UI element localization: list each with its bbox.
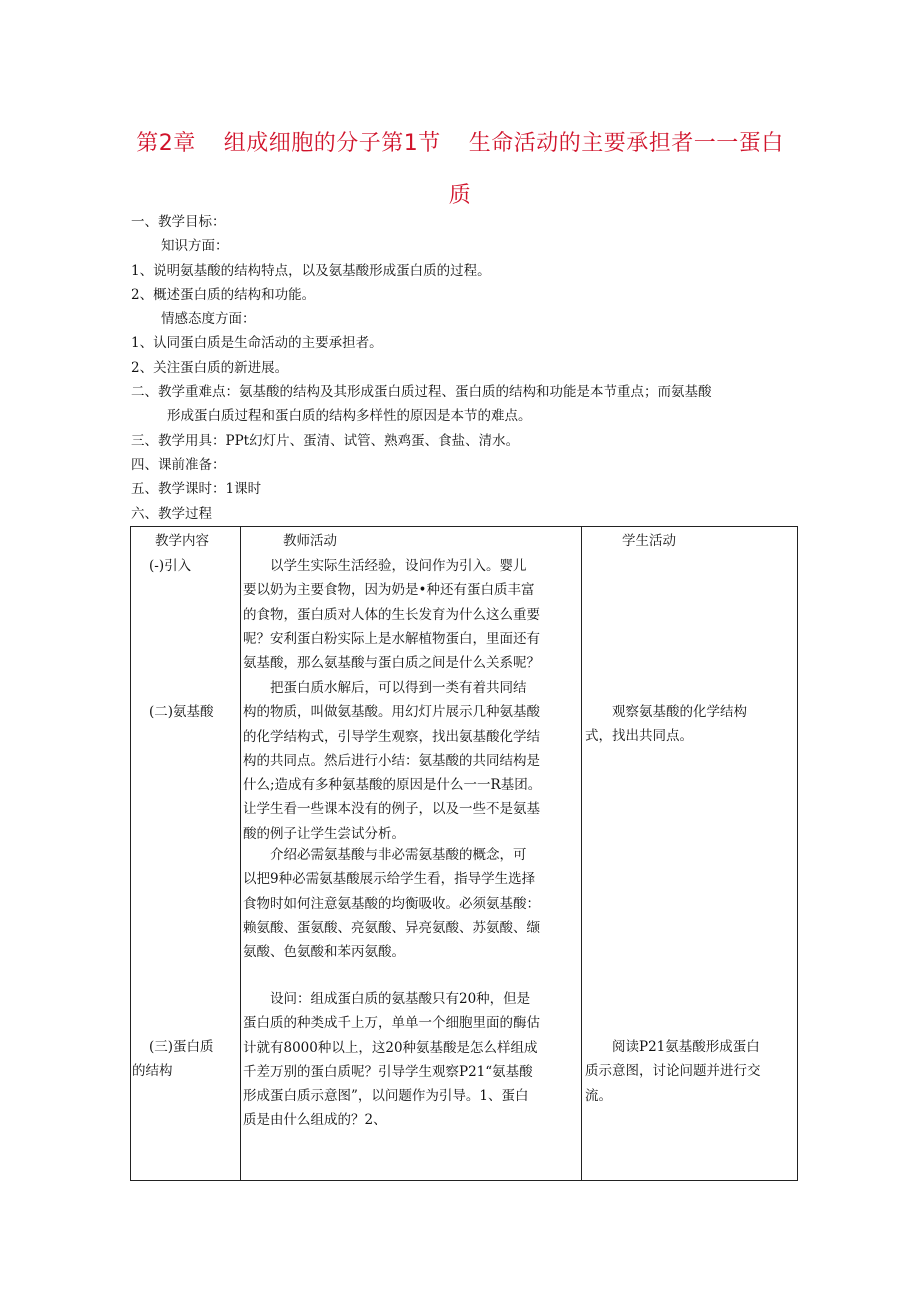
outline-knowledge-1: 1、说明氨基酸的结构特点，以及氨基酸形成蛋白质的过程。: [131, 262, 491, 279]
teacher-line: 什么;造成有多种氨基酸的原因是什么一一R基团。: [243, 777, 542, 794]
student-line: 观察氨基酸的化学结构: [612, 704, 747, 720]
header-teacher: 教师活动: [283, 533, 337, 549]
teacher-line: 的食物，蛋白质对人体的生长发育为什么这么重要: [243, 606, 540, 623]
student-line: 质示意图，讨论问题并进行交: [585, 1063, 761, 1080]
outline-prep: 四、课前准备：: [131, 456, 226, 473]
student-line: 流。: [585, 1087, 612, 1104]
teacher-line: 千差万别的蛋白质呢？引导学生观察P21“氨基酸: [243, 1063, 533, 1080]
teacher-line: 介绍必需氨基酸与非必需氨基酸的概念，可: [270, 847, 527, 863]
teacher-line: 酸的例子让学生尝试分析。: [243, 825, 405, 842]
title-topic: 生命活动的主要承担者一一蛋白: [468, 131, 784, 156]
student-amino-acid: [585, 700, 797, 749]
title-section: 组成细胞的分子第1节: [223, 131, 441, 156]
teacher-line: 质是由什么组成的？2、: [243, 1112, 387, 1129]
title-chapter: 第2章: [136, 131, 196, 156]
teacher-line: 形成蛋白质示意图”，以问题作为引导。1、蛋白: [243, 1088, 529, 1105]
teacher-line: 氨酸、色氨酸和苯丙氨酸。: [243, 944, 405, 961]
outline-attitude-heading: 情感态度方面：: [161, 311, 256, 328]
teacher-line: 把蛋白质水解后，可以得到一类有着共同结: [270, 680, 527, 696]
title-line-2: 质: [448, 183, 472, 208]
document-title: [100, 118, 820, 222]
outline-keypoints: 二、教学重难点：氨基酸的结构及其形成蛋白质过程、蛋白质的结构和功能是本节重点；而氨基酸: [131, 384, 712, 401]
teacher-line: 赖氨酸、蛋氨酸、亮氨酸、异亮氨酸、苏氨酸、缬: [243, 919, 540, 936]
title-line-1: [100, 118, 820, 170]
teacher-line: 氨基酸，那么氨基酸与蛋白质之间是什么关系呢？: [243, 655, 540, 672]
outline-process: 六、教学过程: [131, 505, 212, 522]
teacher-line: 蛋白质的种类成千上万，单单一个细胞里面的酶估: [243, 1015, 540, 1032]
teacher-line: 让学生看一些课本没有的例子，以及一些不是氨基: [243, 801, 540, 818]
outline-hours: 五、教学课时：1课时: [131, 481, 262, 498]
student-line: 阅读P21氨基酸形成蛋白: [612, 1039, 760, 1055]
content-amino-acid: (二)氨基酸: [149, 704, 214, 720]
outline-tools: 三、教学用具：PPt幻灯片、蛋清、试管、熟鸡蛋、食盐、清水。: [131, 432, 520, 449]
teacher-line: 呢？安利蛋白粉实际上是水解植物蛋白，里面还有: [243, 630, 540, 647]
student-column: [582, 527, 798, 1181]
outline-knowledge-2: 2、概述蛋白质的结构和功能。: [131, 286, 316, 303]
header-student: 学生活动: [622, 533, 676, 549]
outline-goals-heading: 一、教学目标：: [131, 214, 226, 230]
outline-attitude-2: 2、关注蛋白质的新进展。: [131, 359, 289, 376]
teacher-column: [241, 527, 582, 1181]
teacher-protein-structure: [243, 987, 581, 1133]
teaching-process-table: [130, 526, 798, 1181]
content-protein: (三)蛋白质: [149, 1039, 214, 1055]
header-content: 教学内容: [155, 533, 209, 549]
outline-attitude-1: 1、认同蛋白质是生命活动的主要承担者。: [131, 335, 383, 352]
teacher-line: 构的物质，叫做氨基酸。用幻灯片展示几种氨基酸: [243, 704, 540, 721]
teacher-intro: [243, 554, 581, 675]
teacher-line: 要以奶为主要食物，因为奶是•种还有蛋白质丰富: [243, 582, 535, 599]
content-protein-cont: 的结构: [132, 1063, 173, 1079]
outline-keypoints-cont: 形成蛋白质过程和蛋白质的结构多样性的原因是本节的难点。: [167, 408, 532, 425]
teacher-line: 计就有8000种以上，这20种氨基酸是怎么样组成: [243, 1039, 538, 1056]
content-column: [131, 527, 241, 1181]
student-line: 式，找出共同点。: [585, 728, 693, 745]
teacher-line: 食物时如何注意氨基酸的均衡吸收。必须氨基酸：: [243, 895, 540, 912]
teacher-line: 以学生实际生活经验，设问作为引入。婴儿: [270, 558, 527, 574]
teacher-line: 的化学结构式，引导学生观察，找出氨基酸化学结: [243, 728, 540, 745]
teacher-line: 构的共同点。然后进行小结：氨基酸的共同结构是: [243, 752, 540, 769]
teacher-line: 设问：组成蛋白质的氨基酸只有20种，但是: [270, 991, 531, 1007]
lesson-outline: [131, 210, 811, 526]
outline-knowledge-heading: 知识方面：: [161, 238, 229, 255]
content-intro: (-)引入: [149, 558, 192, 574]
teacher-amino-acid: [243, 676, 581, 846]
teacher-essential-amino-acids: [243, 843, 581, 964]
teacher-line: 以把9种必需氨基酸展示给学生看，指导学生选择: [243, 871, 536, 888]
student-protein-structure: [585, 1035, 797, 1108]
